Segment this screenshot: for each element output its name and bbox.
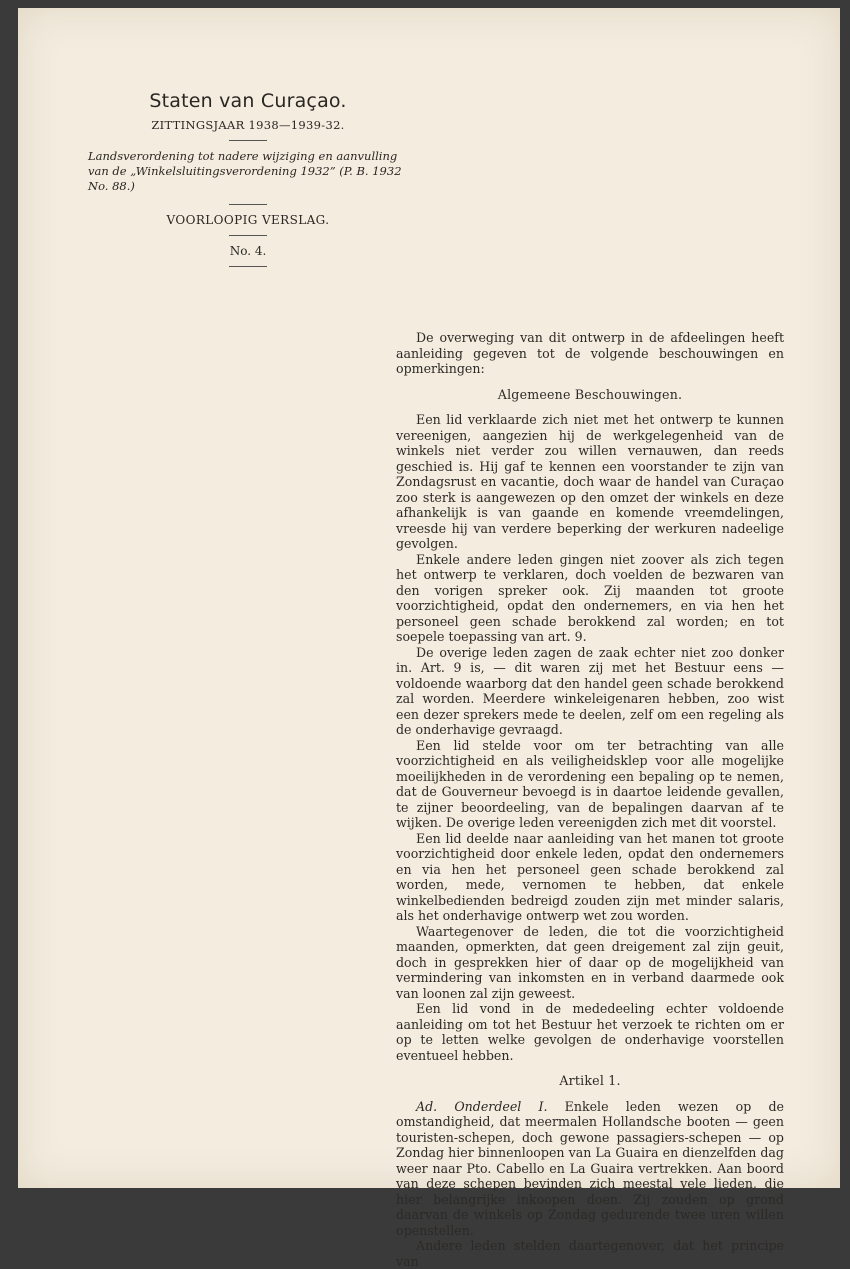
paragraph: Waartegenover de leden, die tot die voorzichtigheid maanden, opmerkten, dat geen dreigement zal zijn geuit, doch in gesprekken hier of daar op de mogelijkheid van vermindering van inkomsten en in verband daarmede ook van loonen zal zijn geweest. <box>396 923 784 1001</box>
session-year: ZITTINGSJAAR 1938—1939-32. <box>151 118 345 132</box>
paragraph: Een lid vond in de mededeeling echter voldoende aanleiding om tot het Bestuur het verzoek te richten om er op te letten welke gevolgen de onderhavige voorstellen eventueel hebben. <box>396 1001 784 1063</box>
document-page <box>18 8 840 1269</box>
institution-title: Staten van Curaçao. <box>149 90 347 112</box>
paragraph: Een lid verklaarde zich niet met het ontwerp te kunnen vereenigen, aangezien hij de werkgelegenheid van de winkels niet verder zou willen vernauwen, dan reeds geschied is. Hij gaf te kennen een voorstander te zijn van Zondagsrust en vacantie, doch waar de handel van Curaçao zoo sterk is aangewezen op den omzet der winkels en deze afhankelijk is van gaande en komende vreemdelingen, vreesde hij van verdere beperking der werkuren nadeelige gevolgen. <box>396 412 784 551</box>
section-heading-article-1: Artikel 1. <box>559 1073 621 1088</box>
paragraph: Een lid deelde naar aanleiding van het manen tot groote voorzichtigheid door enkele leden, opdat den ondernemers en via hen het personeel geen schade berokkend zal worden, mede, vernomen te hebben, dat enkele winkelbedienden bedreigd zouden zijn met minder salaris, als het onderhavige ontwerp wet zou worden. <box>396 830 784 923</box>
report-body <box>396 330 784 1269</box>
paragraph: Andere leden stelden daartegenover, dat het principe van <box>396 1238 784 1269</box>
article-1-text: Enkele leden wezen op de omstandigheid, dat meermalen Hollandsche booten — geen touristen-schepen, doch gewone passagiers-schepen — op Zondag hier binnenloopen van La Guaira en dienzelfden dag weer naar Pto. Cabello en La Guaira vertrekken. Aan boord van deze schepen bevinden zich meestal vele lieden, die hier belangrijke inkoopen doen. Zij zouden op grond daarvan de winkels op Zondag gedurende twee uren willen openstellen. <box>396 1098 784 1238</box>
article-1-label: Ad. Onderdeel I. <box>416 1098 548 1114</box>
document-number: No. 4. <box>229 244 267 258</box>
divider <box>229 204 267 205</box>
divider <box>229 266 267 267</box>
divider <box>229 140 267 141</box>
article-1-paragraph <box>396 1099 784 1239</box>
document-type: VOORLOOPIG VERSLAG. <box>166 213 330 227</box>
divider <box>229 235 267 236</box>
document-header <box>78 90 418 275</box>
paragraph: Een lid stelde voor om ter betrachting van alle voorzichtigheid en als veiligheidsklep voor alle mogelijke moeilijkheden in de verordening een bepaling op te nemen, dat de Gouverneur bevoegd is in daartoe leidende gevallen, te zijner beoordeeling, van de bepalingen daarvan af te wijken. De overige leden vereenigden zich met dit voorstel. <box>396 737 784 830</box>
intro-paragraph: De overweging van dit ontwerp in de afdeelingen heeft aanleiding gegeven tot de volgende beschouwingen en opmerkingen: <box>396 330 784 376</box>
section-heading-general: Algemeene Beschouwingen. <box>497 386 683 402</box>
paragraph: Enkele andere leden gingen niet zoover als zich tegen het ontwerp te verklaren, doch voelden de bezwaren van den vorigen spreker ook. Zij maanden tot groote voorzichtigheid, opdat den ondernemers, en via hen het personeel geen schade berokkend zal worden; en tot soepele toepassing van art. 9. <box>396 551 784 644</box>
bill-subject: Landsverordening tot nadere wijziging en aanvulling van de „Winkelsluitingsverordening 1932” (P. B. 1932 No. 88.) <box>88 149 402 193</box>
paragraph: De overige leden zagen de zaak echter niet zoo donker in. Art. 9 is, — dit waren zij met het Bestuur eens — voldoende waarborg dat den handel geen schade berokkend zal worden. Meerdere winkeleigenaren hebben, zoo wist een dezer sprekers mede te deelen, zelf om een regeling als de onderhavige gevraagd. <box>396 644 784 737</box>
